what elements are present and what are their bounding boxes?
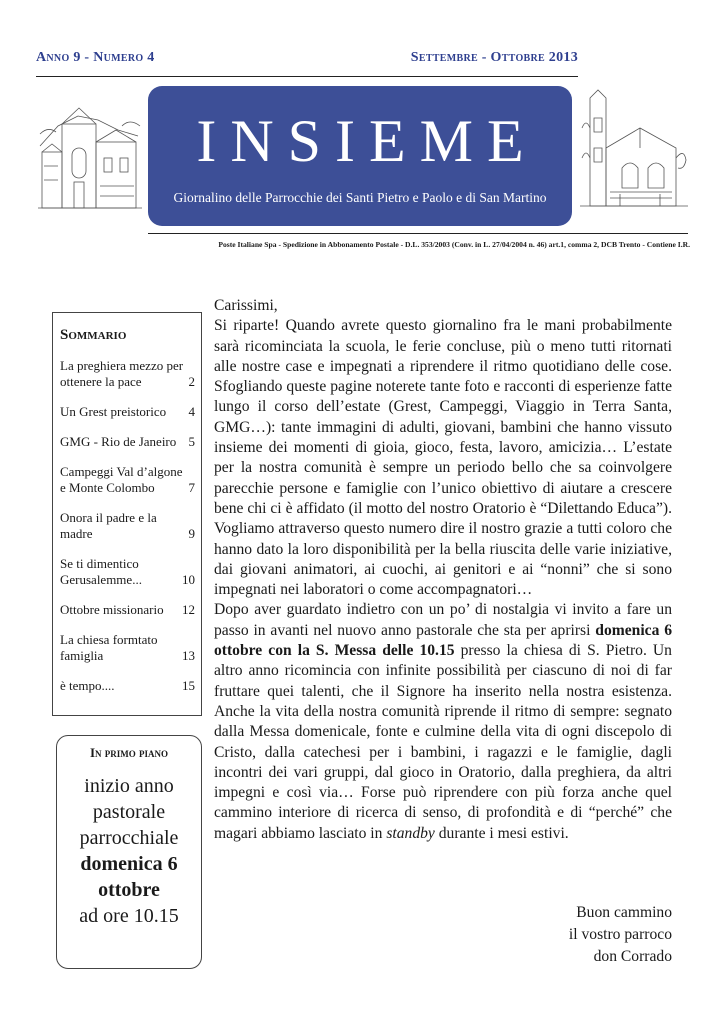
postal-divider — [148, 233, 688, 234]
toc-item[interactable] — [60, 434, 195, 450]
issue-date: Settembre - Ottobre 2013 — [410, 50, 578, 65]
letter-greeting: Carissimi, — [214, 297, 278, 314]
primo-piano-line: inizio anno — [84, 775, 174, 797]
church-sketch-left-image — [38, 86, 142, 212]
letter-text: durante i mesi estivi. — [434, 824, 569, 842]
toc-item[interactable] — [60, 358, 195, 390]
masthead-title: INSIEME — [196, 108, 538, 174]
table-of-contents — [52, 312, 202, 716]
toc-item-page: 13 — [182, 648, 195, 663]
letter-italic: standby — [386, 824, 435, 842]
toc-item[interactable] — [60, 510, 195, 542]
toc-item-label: Un Grest preistorico — [60, 404, 167, 419]
toc-item-page: 10 — [182, 572, 195, 587]
toc-item[interactable] — [60, 556, 195, 588]
signature-name: don Corrado — [593, 948, 672, 965]
toc-item[interactable] — [60, 678, 195, 694]
issue-number: Anno 9 - Numero 4 — [36, 50, 155, 65]
issue-header — [36, 50, 578, 66]
toc-item-label: è tempo.... — [60, 678, 115, 693]
letter-paragraph-1: Si riparte! Quando avrete questo giornalino fra le mani probabilmente sarà ricominciata la scuola, le ferie concluse, più o meno tutti ritornati alle nostre case e impegnati a riprendere il ritmo quotidiano delle cose. Sfogliando queste pagine noterete tante foto e racconti di esperienze fatte lungo il corso dell’estate (Grest, Campeggi, Viaggio in Terra Santa, GMG…): tante immagini di adulti, giovani, bambini che hanno vissuto insieme dei momenti di gioia, gioco, festa, lavoro, amicizia… L’estate per la nostra comunità è sempre un periodo bello che sa coinvolgere parecchie persone e famiglie con l’unico obiettivo di aiutare a crescere bene chi ci è affidato (il motto del nostro Oratorio è “Dilettando Educa”). Vogliamo attraverso questo numero dire il nostro grazie a tutti coloro che hanno dato la loro disponibilità per la bella riuscita delle varie iniziative, dai giovani animatori, ai cuochi, ai genitori e ai “nonni” che si sono impegnati nei laboratori o come accompagnatori… — [214, 317, 672, 599]
primo-piano-month: ottobre — [98, 879, 160, 901]
toc-item-page: 12 — [182, 602, 195, 617]
toc-item[interactable] — [60, 632, 195, 664]
masthead-subtitle: Giornalino delle Parrocchie dei Santi Pietro e Paolo e di San Martino — [173, 190, 547, 205]
postal-notice: Poste Italiane Spa - Spedizione in Abbonamento Postale - D.L. 353/2003 (Conv. in L. 27/04/2004 n. 46) art.1, comma 2, DCB Trento - Contiene I.R. — [218, 240, 690, 249]
toc-item-page: 4 — [188, 404, 195, 419]
toc-item-page: 2 — [188, 374, 195, 389]
church-sketch-right-image — [580, 88, 688, 212]
header-divider — [36, 76, 578, 77]
toc-item-label: Onora il padre e la madre — [60, 510, 157, 541]
letter-highlight: domenica 6 ottobre con la S. Messa delle 10.15 — [214, 621, 672, 660]
toc-title: Sommario — [60, 327, 127, 343]
primo-piano-line: pastorale — [92, 801, 166, 823]
primo-piano-time: ad ore 10.15 — [79, 905, 179, 927]
masthead-banner — [148, 86, 572, 226]
editorial-letter — [214, 296, 672, 844]
letter-text: Dopo aver guardato indietro con un po’ di nostalgia vi invito a fare un passo in avanti nel nuovo anno pastorale che sta per aprirsi — [214, 601, 672, 639]
toc-item-label: GMG - Rio de Janeiro — [60, 434, 177, 449]
primo-piano-date: domenica 6 — [80, 853, 178, 875]
toc-item-page: 9 — [188, 526, 195, 541]
toc-item-page: 5 — [188, 434, 195, 449]
letter-paragraph-2 — [214, 600, 672, 844]
primo-piano-title: In primo piano — [89, 745, 169, 760]
toc-item-page: 7 — [188, 480, 195, 495]
signature-line: il vostro parroco — [568, 926, 672, 943]
toc-item[interactable] — [60, 404, 195, 420]
toc-item[interactable] — [60, 464, 195, 496]
letter-signature — [460, 902, 672, 968]
in-primo-piano-box — [56, 735, 202, 969]
toc-item-page: 15 — [182, 678, 195, 693]
toc-item-label: Campeggi Val d’algone e Monte Colombo — [60, 464, 183, 495]
toc-item-label: La preghiera mezzo per ottenere la pace — [60, 358, 184, 389]
letter-text: presso la chiesa di S. Pietro. Un altro anno ricomincia con infinite possibilità per ciascuno di noi di far fruttare quei talenti, che il Signore ha inserito nella nostra esistenza. Anche la vita della nostra comunità riprende il ritmo di sempre: segnato dalla Messa domenicale, fonte e culmine della vita di ogni discepolo di Cristo, dalla catechesi per i bambini, i ragazzi e le famiglie, dagli incontri dei vari gruppi, dal gioco in Oratorio, dalla preghiera, da altri impegni e così via… Forse può riprendere con più forza anche quel cammino interiore di ricerca di senso, di profondità e di “perché” che magari abbiamo lasciato in — [214, 642, 672, 842]
toc-item-label: Se ti dimentico Gerusalemme... — [60, 556, 142, 587]
primo-piano-line: parrocchiale — [79, 827, 179, 849]
toc-item-label: La chiesa formtato famiglia — [60, 632, 158, 663]
signature-line: Buon cammino — [576, 904, 672, 921]
toc-item-label: Ottobre missionario — [60, 602, 164, 617]
toc-item[interactable] — [60, 602, 195, 618]
